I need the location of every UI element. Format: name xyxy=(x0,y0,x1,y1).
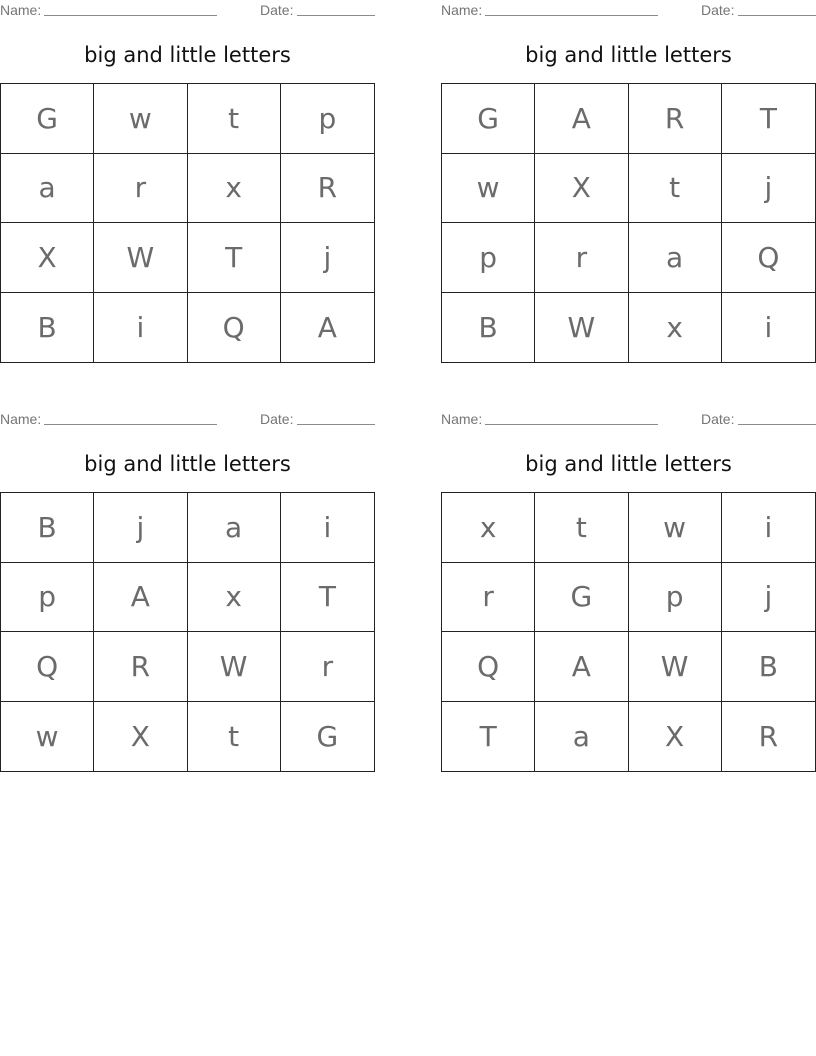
grid-cell: B xyxy=(1,293,94,363)
grid-cell: W xyxy=(94,223,187,293)
grid-cell: T xyxy=(188,223,281,293)
bingo-card xyxy=(441,409,816,773)
name-label: Name: xyxy=(441,411,483,427)
grid-cell: p xyxy=(629,563,722,633)
date-label: Date: xyxy=(260,2,294,18)
grid-cell: t xyxy=(629,154,722,224)
grid-cell: Q xyxy=(1,632,94,702)
name-label: Name: xyxy=(0,2,42,18)
grid-cell: p xyxy=(442,223,535,293)
grid-cell: x xyxy=(629,293,722,363)
grid-cell: Q xyxy=(188,293,281,363)
date-line xyxy=(297,424,375,425)
card-title: big and little letters xyxy=(525,452,732,476)
grid-cell: w xyxy=(1,702,94,772)
grid-cell: R xyxy=(94,632,187,702)
grid-cell: B xyxy=(722,632,815,702)
name-label: Name: xyxy=(0,411,42,427)
grid-cell: R xyxy=(758,719,779,753)
grid-cell: X xyxy=(535,154,628,224)
bingo-card xyxy=(0,409,375,773)
grid-cell: r xyxy=(281,632,374,702)
bingo-card xyxy=(0,0,375,364)
letter-grid xyxy=(441,492,816,772)
name-line xyxy=(485,15,658,16)
grid-cell: t xyxy=(535,493,628,563)
card-title: big and little letters xyxy=(84,43,291,67)
grid-cell: p xyxy=(281,84,374,154)
card-header xyxy=(0,409,375,429)
card-header xyxy=(441,0,816,20)
grid-cell: W xyxy=(535,293,628,363)
grid-cell: G xyxy=(442,84,535,154)
name-line xyxy=(44,424,217,425)
grid-cell: W xyxy=(188,632,281,702)
grid-cell: R xyxy=(281,154,374,224)
grid-cell: i xyxy=(94,293,187,363)
grid-cell: T xyxy=(442,702,535,772)
grid-cell: a xyxy=(188,493,281,563)
name-label: Name: xyxy=(441,2,483,18)
grid-cell: G xyxy=(535,563,628,633)
grid-cell: p xyxy=(1,563,94,633)
grid-cell: t xyxy=(188,702,281,772)
card-header xyxy=(0,0,375,20)
grid-cell: i xyxy=(764,310,773,344)
grid-cell: w xyxy=(442,154,535,224)
grid-cell: A xyxy=(535,632,628,702)
grid-cell: r xyxy=(442,563,535,633)
grid-cell: W xyxy=(629,632,722,702)
grid-cell: t xyxy=(188,84,281,154)
grid-cell: G xyxy=(316,719,339,753)
date-label: Date: xyxy=(701,411,735,427)
grid-cell: G xyxy=(1,84,94,154)
date-label: Date: xyxy=(701,2,735,18)
grid-cell: X xyxy=(94,702,187,772)
bingo-card xyxy=(441,0,816,364)
grid-cell: a xyxy=(1,154,94,224)
grid-cell: j xyxy=(281,223,374,293)
card-title: big and little letters xyxy=(84,452,291,476)
grid-cell: j xyxy=(722,154,815,224)
grid-cell: B xyxy=(1,493,94,563)
grid-cell: x xyxy=(188,563,281,633)
grid-cell: Q xyxy=(722,223,815,293)
name-line xyxy=(485,424,658,425)
grid-cell: X xyxy=(1,223,94,293)
grid-cell: r xyxy=(535,223,628,293)
letter-grid xyxy=(441,83,816,363)
grid-cell: j xyxy=(722,563,815,633)
grid-cell: R xyxy=(629,84,722,154)
date-line xyxy=(738,15,816,16)
name-line xyxy=(44,15,217,16)
grid-cell: A xyxy=(535,84,628,154)
grid-cell: w xyxy=(629,493,722,563)
letter-grid xyxy=(0,83,375,363)
grid-cell: j xyxy=(94,493,187,563)
card-header xyxy=(441,409,816,429)
grid-cell: T xyxy=(722,84,815,154)
grid-cell: w xyxy=(94,84,187,154)
date-line xyxy=(297,15,375,16)
date-label: Date: xyxy=(260,411,294,427)
grid-cell: x xyxy=(442,493,535,563)
grid-cell: X xyxy=(629,702,722,772)
grid-cell: A xyxy=(94,563,187,633)
grid-cell: B xyxy=(442,293,535,363)
letter-grid xyxy=(0,492,375,772)
grid-cell: a xyxy=(535,702,628,772)
card-title: big and little letters xyxy=(525,43,732,67)
date-line xyxy=(738,424,816,425)
grid-cell: Q xyxy=(442,632,535,702)
grid-cell: r xyxy=(94,154,187,224)
grid-cell: a xyxy=(629,223,722,293)
grid-cell: i xyxy=(281,493,374,563)
grid-cell: A xyxy=(317,310,337,344)
grid-cell: T xyxy=(281,563,374,633)
grid-cell: i xyxy=(722,493,815,563)
grid-cell: x xyxy=(188,154,281,224)
